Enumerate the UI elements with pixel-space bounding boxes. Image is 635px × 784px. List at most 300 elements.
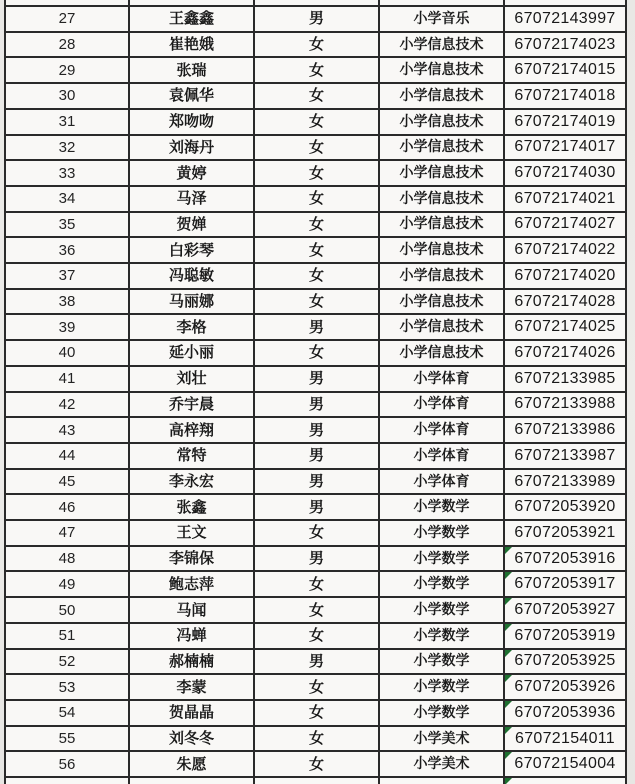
cell-number [6, 0, 130, 5]
subject-text: 小学信息技术 [399, 113, 484, 130]
row-number-text: 54 [58, 704, 76, 722]
cell-gender [255, 650, 380, 674]
cell-subject [380, 701, 505, 725]
cell-row-number [6, 315, 130, 339]
name-text: 李永宏 [168, 472, 214, 490]
cell-row-number [6, 547, 130, 571]
cell-name [130, 367, 255, 391]
subject-text: 小学信息技术 [399, 36, 484, 53]
table-row [6, 547, 625, 573]
cell-row-number [6, 84, 130, 108]
cell-name [130, 315, 255, 339]
cell-name [130, 33, 255, 57]
id-number-text: 67072143997 [514, 9, 616, 27]
id-number-text: 67072174017 [514, 138, 616, 156]
cell-gender [255, 238, 380, 262]
id-number-text: 67072053925 [514, 652, 616, 670]
name-text: 马泽 [176, 189, 207, 208]
cell-gender [255, 315, 380, 339]
id-number-text: 67072174026 [514, 343, 616, 361]
table-row [6, 264, 625, 290]
cell-gender [255, 110, 380, 134]
flagged-cell-corner-icon [505, 752, 512, 759]
gender-text: 女 [308, 703, 324, 722]
name-text: 刘海丹 [168, 137, 214, 156]
cell-gender [255, 367, 380, 391]
cell-subject [380, 290, 505, 314]
cell-gender [255, 213, 380, 237]
name-text: 鲍志萍 [168, 574, 214, 593]
cell-row-number [6, 675, 130, 699]
cell-name [130, 675, 255, 699]
subject-text: 小学美术 [413, 730, 470, 747]
cell-row-number [6, 33, 130, 57]
cell-subject [380, 418, 505, 442]
gender-text: 女 [308, 574, 324, 593]
id-number-text: 67072174027 [514, 215, 616, 233]
id-number-text: 67072053921 [514, 523, 616, 541]
subject-text: 小学信息技术 [399, 293, 484, 310]
gender-text: 女 [308, 163, 324, 182]
cell-subject [380, 521, 505, 545]
cell-gender [255, 187, 380, 211]
cell-gender [255, 84, 380, 108]
cell-subject [380, 470, 505, 494]
row-number-text: 48 [58, 550, 76, 568]
row-number-text: 28 [58, 36, 76, 54]
table-row [6, 213, 625, 239]
flagged-cell-corner-icon [505, 598, 512, 605]
gender-text: 女 [308, 677, 324, 696]
id-number-text: 67072053917 [514, 575, 616, 593]
row-number-text: 44 [58, 447, 76, 465]
cell-subject [380, 367, 505, 391]
name-text: 冯聪敏 [168, 266, 214, 285]
id-number-text: 67072174019 [514, 112, 616, 130]
subject-text: 小学数学 [413, 499, 470, 516]
cell-name [130, 572, 255, 596]
cell-gender [255, 675, 380, 699]
table-row [6, 495, 625, 521]
subject-text: 小学信息技术 [399, 242, 484, 259]
id-number-text: 67072053916 [514, 549, 616, 567]
cell-row-number [6, 727, 130, 751]
gender-text: 女 [308, 214, 324, 233]
row-number-text: 27 [58, 10, 76, 28]
cell-id-number [505, 444, 625, 468]
cell-gender [255, 470, 380, 494]
gender-text: 女 [308, 137, 324, 156]
cell-id-number [505, 341, 625, 365]
cell-id-number [505, 264, 625, 288]
subject-text: 小学信息技术 [399, 216, 484, 233]
subject-text: 小学美术 [413, 756, 470, 773]
cell-subject [380, 84, 505, 108]
name-text: 崔艳娥 [168, 35, 214, 54]
cell-gender [255, 727, 380, 751]
cell-name [130, 752, 255, 776]
cell-id-number [505, 187, 625, 211]
table-row [6, 650, 625, 676]
cell-gender [255, 624, 380, 648]
flagged-cell-corner-icon [505, 624, 512, 631]
gender-text: 男 [308, 9, 324, 28]
cell-subject [380, 752, 505, 776]
id-number-text: 67072053926 [514, 678, 616, 696]
row-number-text: 55 [58, 730, 76, 748]
cell-gender [255, 778, 380, 784]
cell-id-number [505, 58, 625, 82]
subject-text: 小学数学 [413, 602, 470, 619]
table-row [6, 393, 625, 419]
table-row [6, 367, 625, 393]
row-number-text: 45 [58, 473, 76, 490]
cell-id-number [505, 701, 625, 725]
cell-name [130, 701, 255, 725]
subject-text: 小学音乐 [413, 10, 470, 27]
cell-id [505, 0, 625, 5]
gender-text: 女 [308, 240, 324, 259]
name-text: 王文 [176, 523, 207, 542]
subject-text: 小学信息技术 [399, 165, 484, 182]
gender-text: 男 [308, 472, 324, 490]
name-text: 张鑫 [176, 497, 207, 516]
id-number-text: 67072133989 [514, 472, 616, 490]
name-text: 李锦保 [168, 549, 214, 568]
row-number-text: 49 [58, 575, 76, 593]
cell-subject [380, 33, 505, 57]
cell-id [505, 778, 625, 784]
subject-text: 小学信息技术 [399, 190, 484, 207]
gender-text: 女 [308, 754, 324, 773]
name-text: 常特 [176, 446, 207, 465]
subject-text: 小学信息技术 [399, 267, 484, 284]
row-number-text: 40 [58, 344, 76, 362]
gender-text: 男 [308, 369, 324, 388]
row-number-text: 34 [58, 190, 76, 208]
id-number-text: 67072174025 [514, 318, 616, 336]
cell-row-number [6, 136, 130, 160]
cell-id-number [505, 547, 625, 571]
cell-id-number [505, 33, 625, 57]
id-number-text: 67072174020 [514, 266, 616, 284]
partial-table-row-bottom [6, 778, 625, 784]
name-text: 李格 [176, 317, 207, 336]
subject-text: 小学体育 [413, 473, 470, 490]
cell-id-number [505, 161, 625, 185]
table-row [6, 624, 625, 650]
cell-subject [380, 238, 505, 262]
row-number-text: 50 [58, 601, 76, 619]
id-number-text: 67072154004 [514, 755, 616, 773]
cell-subject [380, 187, 505, 211]
cell-id-number [505, 598, 625, 622]
cell-gender [255, 598, 380, 622]
cell-id-number [505, 650, 625, 674]
name-text: 黄婷 [176, 163, 207, 182]
cell-subject [380, 727, 505, 751]
name-text: 王鑫鑫 [168, 9, 214, 28]
cell-name [130, 444, 255, 468]
cell-id-number [505, 290, 625, 314]
cell-row-number [6, 470, 130, 494]
flagged-cell-corner-icon [505, 650, 512, 657]
cell-row-number [6, 598, 130, 622]
cell-id-number [505, 7, 625, 31]
cell-gender [255, 0, 380, 5]
subject-text: 小学信息技术 [399, 139, 484, 156]
cell-name [130, 393, 255, 417]
cell-id-number [505, 752, 625, 776]
cell-gender [255, 58, 380, 82]
id-number-text: 67072133987 [514, 446, 616, 464]
row-number-text: 53 [58, 678, 76, 696]
flagged-cell-corner-icon [505, 778, 512, 784]
gender-text: 男 [308, 549, 324, 568]
row-number-text: 32 [58, 138, 76, 156]
cell-subject [380, 7, 505, 31]
id-number-text: 67072053920 [514, 498, 616, 516]
cell-name [130, 0, 255, 5]
cell-name [130, 58, 255, 82]
cell-name [130, 650, 255, 674]
gender-text: 男 [308, 394, 324, 413]
cell-id-number [505, 367, 625, 391]
subject-text: 小学数学 [413, 653, 470, 670]
row-number-text: 41 [58, 370, 76, 388]
gender-text: 女 [308, 35, 324, 54]
row-number-text: 36 [58, 241, 76, 259]
row-number-text: 29 [58, 61, 76, 79]
gender-text: 女 [308, 266, 324, 285]
cell-gender [255, 521, 380, 545]
cell-id-number [505, 213, 625, 237]
cell-id-number [505, 727, 625, 751]
subject-text: 小学信息技术 [399, 87, 484, 104]
name-text: 张瑞 [176, 60, 207, 79]
cell-subject [380, 650, 505, 674]
id-number-text: 67072133985 [514, 369, 616, 387]
table-row [6, 33, 625, 59]
cell-name [130, 418, 255, 442]
row-number-text: 39 [58, 318, 76, 336]
partial-table-row-top [6, 0, 625, 7]
cell-row-number [6, 110, 130, 134]
cell-row-number [6, 341, 130, 365]
gender-text: 女 [308, 60, 324, 79]
cell-row-number [6, 393, 130, 417]
subject-text: 小学数学 [413, 550, 470, 567]
cell-gender [255, 264, 380, 288]
row-number-text: 33 [58, 164, 76, 182]
cell-row-number [6, 752, 130, 776]
cell-name [130, 727, 255, 751]
gender-text: 女 [308, 729, 324, 748]
table-row [6, 572, 625, 598]
table-row [6, 470, 625, 496]
table-row [6, 7, 625, 33]
cell-name [130, 238, 255, 262]
cell-row-number [6, 58, 130, 82]
table-row [6, 161, 625, 187]
cell-name [130, 187, 255, 211]
cell-name [130, 110, 255, 134]
row-number-text: 51 [58, 627, 76, 645]
cell-row-number [6, 701, 130, 725]
cell-gender [255, 418, 380, 442]
name-text: 马闻 [176, 600, 207, 619]
row-number-text: 46 [58, 498, 76, 516]
subject-text: 小学体育 [413, 396, 470, 413]
name-text: 刘壮 [176, 369, 207, 388]
row-number-text: 43 [58, 421, 76, 439]
flagged-cell-corner-icon [505, 675, 512, 682]
cell-name [130, 213, 255, 237]
cell-subject [380, 572, 505, 596]
cell-id-number [505, 393, 625, 417]
gender-text: 女 [308, 600, 324, 619]
table-row [6, 58, 625, 84]
cell-id-number [505, 470, 625, 494]
gender-text: 女 [308, 523, 324, 542]
name-text: 刘冬冬 [168, 729, 214, 748]
cell-name [130, 521, 255, 545]
table-row [6, 418, 625, 444]
name-text: 贺婵 [176, 214, 207, 233]
cell-gender [255, 161, 380, 185]
subject-text: 小学数学 [413, 576, 470, 593]
flagged-cell-corner-icon [505, 572, 512, 579]
cell-subject [380, 110, 505, 134]
cell-gender [255, 7, 380, 31]
subject-text: 小学体育 [413, 422, 470, 439]
row-number-text: 37 [58, 267, 76, 285]
name-text: 延小丽 [168, 343, 214, 362]
subject-text: 小学信息技术 [399, 319, 484, 336]
cell-name [130, 547, 255, 571]
cell-name [130, 84, 255, 108]
row-number-text: 35 [58, 215, 76, 233]
name-text: 郑吻吻 [168, 112, 214, 131]
row-number-text: 38 [58, 293, 76, 311]
flagged-cell-corner-icon [505, 547, 512, 554]
cell-id-number [505, 110, 625, 134]
flagged-cell-corner-icon [505, 727, 512, 734]
cell-gender [255, 136, 380, 160]
table-row [6, 341, 625, 367]
cell-number [6, 778, 130, 784]
gender-text: 女 [308, 189, 324, 208]
id-number-text: 67072174018 [514, 86, 616, 104]
gender-text: 女 [308, 86, 324, 105]
id-number-text: 67072053927 [514, 601, 616, 619]
id-number-text: 67072133986 [514, 421, 616, 439]
cell-subject [380, 341, 505, 365]
id-number-text: 67072154011 [515, 729, 615, 747]
cell-subject [380, 315, 505, 339]
cell-row-number [6, 572, 130, 596]
name-text: 郝楠楠 [168, 651, 214, 670]
cell-row-number [6, 7, 130, 31]
cell-id-number [505, 315, 625, 339]
name-text: 乔宇晨 [168, 394, 214, 413]
id-number-text: 67072174022 [514, 241, 616, 259]
table-row [6, 315, 625, 341]
table-row [6, 675, 625, 701]
gender-text: 男 [308, 446, 324, 465]
cell-row-number [6, 418, 130, 442]
cell-subject [380, 495, 505, 519]
gender-text: 男 [308, 420, 324, 439]
cell-name [130, 264, 255, 288]
table-row [6, 444, 625, 470]
cell-id-number [505, 136, 625, 160]
cell-subject [380, 547, 505, 571]
table-row [6, 290, 625, 316]
cell-subject [380, 598, 505, 622]
cell-gender [255, 495, 380, 519]
cell-name [130, 624, 255, 648]
name-text: 袁佩华 [168, 86, 214, 105]
gender-text: 女 [308, 343, 324, 362]
cell-id-number [505, 675, 625, 699]
gender-text: 男 [308, 317, 324, 336]
name-text: 李蒙 [176, 677, 207, 696]
name-text: 高梓翔 [168, 420, 214, 439]
row-number-text: 56 [58, 755, 76, 773]
row-number-text: 31 [58, 113, 76, 131]
cell-row-number [6, 650, 130, 674]
cell-id-number [505, 521, 625, 545]
subject-text: 小学数学 [413, 627, 470, 644]
cell-subject [380, 58, 505, 82]
cell-row-number [6, 238, 130, 262]
cell-gender [255, 752, 380, 776]
cell-row-number [6, 367, 130, 391]
cell-gender [255, 701, 380, 725]
name-text: 朱愿 [176, 754, 207, 773]
row-number-text: 42 [58, 395, 76, 413]
subject-text: 小学数学 [413, 679, 470, 696]
cell-name [130, 290, 255, 314]
gender-text: 女 [308, 112, 324, 131]
cell-row-number [6, 187, 130, 211]
cell-subject [380, 393, 505, 417]
cell-subject [380, 675, 505, 699]
roster-table [4, 0, 627, 784]
cell-subject [380, 778, 505, 784]
cell-name [130, 341, 255, 365]
subject-text: 小学数学 [413, 524, 470, 541]
cell-name [130, 598, 255, 622]
table-row [6, 727, 625, 753]
cell-subject [380, 0, 505, 5]
gender-text: 男 [308, 651, 324, 670]
cell-id-number [505, 495, 625, 519]
cell-subject [380, 136, 505, 160]
table-row [6, 187, 625, 213]
subject-text: 小学体育 [413, 370, 470, 387]
cell-row-number [6, 521, 130, 545]
id-number-text: 67072053936 [514, 703, 616, 721]
name-text: 冯蝉 [176, 626, 207, 645]
cell-gender [255, 547, 380, 571]
cell-subject [380, 624, 505, 648]
cell-row-number [6, 495, 130, 519]
subject-text: 小学信息技术 [399, 62, 484, 79]
cell-row-number [6, 213, 130, 237]
cell-subject [380, 444, 505, 468]
